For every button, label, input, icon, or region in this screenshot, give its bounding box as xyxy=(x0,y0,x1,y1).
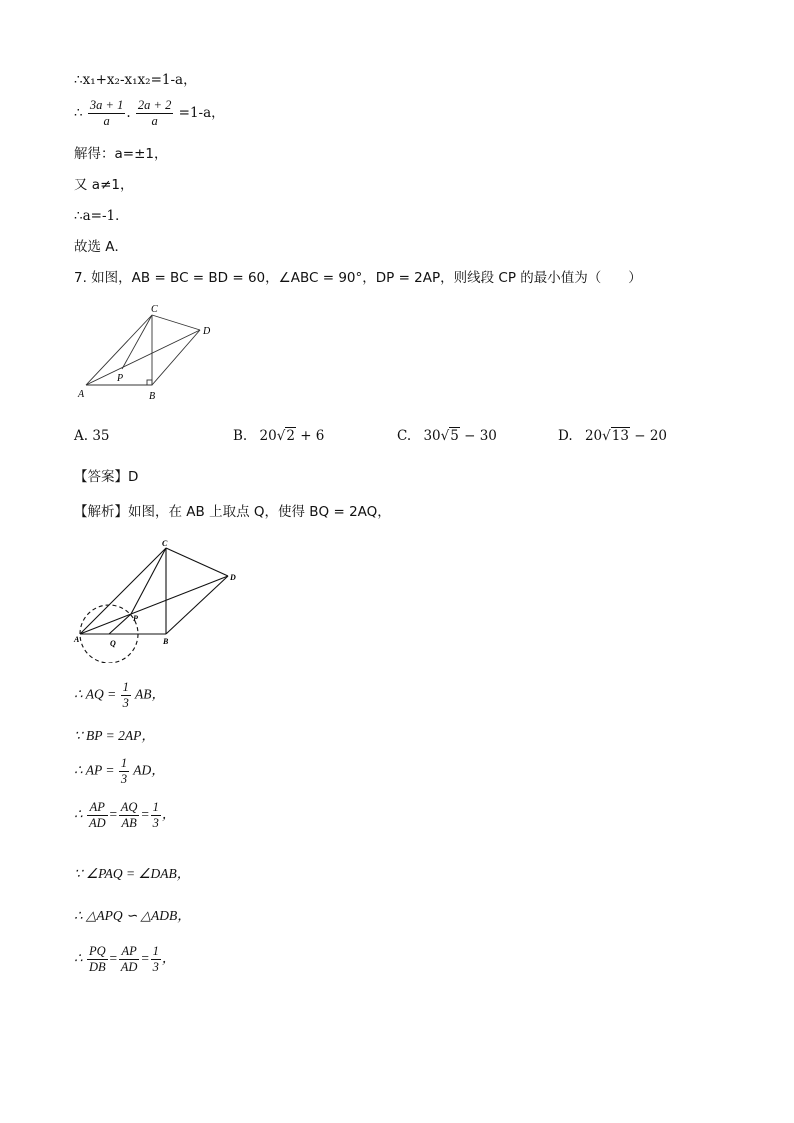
step-4-f2-denominator: AB xyxy=(121,816,137,830)
option-d: D. 20√13 − 20 xyxy=(558,428,667,444)
label-p: P xyxy=(133,614,138,623)
option-d-coef: 20 xyxy=(584,428,603,444)
step-4-f1-numerator: AP xyxy=(87,800,108,816)
option-a: A. 35 xyxy=(74,428,110,444)
option-c-radicand: 5 xyxy=(450,428,459,444)
therefore-symbol: ∴ xyxy=(74,105,87,121)
answer-line: 【答案】D xyxy=(74,469,139,485)
option-b-label: B. xyxy=(233,428,248,444)
step-3-rhs: AD， xyxy=(133,762,165,778)
option-b-coef: 20 xyxy=(259,428,277,444)
step-4-therefore: ∴ xyxy=(74,806,83,822)
question-7-text: 7. 如图，AB = BC = BD = 60，∠ABC = 90°，DP = 2AP，则线段 CP 的最小值为（ ） xyxy=(74,270,642,286)
option-d-radicand: 13 xyxy=(611,428,629,444)
step-1-fraction xyxy=(121,680,131,711)
step-4-comma: ， xyxy=(161,806,176,822)
option-d-rest: − 20 xyxy=(629,428,667,444)
step-3-denominator: 3 xyxy=(120,772,128,786)
step-4-fraction-3 xyxy=(151,800,161,831)
step-7-therefore: ∴ xyxy=(74,950,83,966)
analysis-step-6: ∴ △APQ ∽ △ADB， xyxy=(74,908,191,923)
step-3-lhs: ∴ AP = xyxy=(74,762,115,778)
option-c: C. 30√5 − 30 xyxy=(397,428,497,444)
analysis-intro: 【解析】如图，在 AB 上取点 Q，使得 BQ = 2AQ， xyxy=(74,504,391,520)
step-7-f3-numerator: 1 xyxy=(152,944,159,958)
label-c: C xyxy=(162,539,168,548)
analysis-step-7: ∴ $\frac{PQ}{DB}$ = $\frac{AP}{AD}$ = $\frac{1}{3}$ ， xyxy=(74,944,176,974)
segment-pq xyxy=(109,614,131,634)
solution-line-2: ∴ $\frac{3a + 1}{a}$ . $\frac{2a + 2}{a}$ =1-a， xyxy=(74,98,225,128)
step-7-fraction-2 xyxy=(119,944,140,975)
step-7-f3-denominator: 3 xyxy=(152,960,159,974)
option-c-rest: − 30 xyxy=(459,428,497,444)
solution-line-5: ∴a=-1． xyxy=(74,208,129,224)
solution-line-6: 故选 A． xyxy=(74,239,129,255)
solution-line-1: ∴x₁+x₂-x₁x₂=1-a， xyxy=(74,72,197,88)
option-c-label: C. xyxy=(397,428,412,444)
label-c: C xyxy=(151,304,158,315)
label-p: P xyxy=(117,373,124,384)
step-4-f3-numerator: 1 xyxy=(152,800,159,814)
label-d: D xyxy=(203,326,211,337)
step-7-fraction-1 xyxy=(87,944,108,975)
step-7-f1-numerator: PQ xyxy=(88,944,106,958)
segment-bd xyxy=(166,576,228,634)
label-q: Q xyxy=(110,639,116,648)
option-d-label: D. xyxy=(558,428,573,444)
label-b: B xyxy=(163,637,169,646)
step-1-lhs: ∴ AQ = xyxy=(74,686,117,702)
step-4-f1-denominator: AD xyxy=(88,816,106,830)
label-d: D xyxy=(230,573,236,582)
step-1-numerator: 1 xyxy=(122,680,129,694)
step-4-fraction-1 xyxy=(87,800,108,831)
step-1-denominator: 3 xyxy=(122,696,129,710)
fraction-1-denominator: a xyxy=(103,114,110,128)
option-b: B. 20√2 + 6 xyxy=(233,428,325,444)
right-angle-mark xyxy=(147,380,152,385)
solution-line-3: 解得：a=±1， xyxy=(74,146,168,162)
fraction-2-denominator: a xyxy=(151,114,158,128)
fraction-1 xyxy=(88,98,125,129)
label-a: A xyxy=(74,635,80,644)
fraction-2 xyxy=(136,98,173,129)
segment-cp xyxy=(131,548,166,614)
segment-ad xyxy=(80,576,228,634)
step-3-fraction xyxy=(119,756,129,787)
solution-line-4: 又 a≠1， xyxy=(74,177,134,193)
step-4-f3-denominator: 3 xyxy=(152,816,159,830)
figure-1 xyxy=(70,298,230,408)
step-3-numerator: 1 xyxy=(120,756,128,770)
step-7-comma: ， xyxy=(161,950,176,966)
fraction-2-numerator: 2a + 2 xyxy=(137,98,172,112)
segment-cd xyxy=(166,548,228,576)
option-b-rest: + 6 xyxy=(295,428,325,444)
label-b: B xyxy=(149,391,156,402)
fraction-1-numerator: 3a + 1 xyxy=(89,98,124,112)
analysis-step-4: ∴ $\frac{AP}{AD}$ = $\frac{AQ}{AB}$ = $\frac{1}{3}$ ， xyxy=(74,800,176,830)
segment-cd xyxy=(152,315,200,330)
equation-rhs: =1-a， xyxy=(178,105,225,121)
step-7-f1-denominator: DB xyxy=(88,960,106,974)
analysis-step-1 xyxy=(74,680,165,711)
analysis-step-5: ∵ ∠PAQ = ∠DAB， xyxy=(74,866,191,881)
segment-bd xyxy=(152,330,200,385)
step-4-fraction-2 xyxy=(119,800,140,831)
step-4-f2-numerator: AQ xyxy=(120,800,138,814)
label-a: A xyxy=(78,389,85,400)
step-7-fraction-3 xyxy=(151,944,161,975)
analysis-step-2: ∵ BP = 2AP， xyxy=(74,728,155,743)
step-7-f2-numerator: AP xyxy=(119,944,140,960)
option-c-coef: 30 xyxy=(423,428,441,444)
figure-2 xyxy=(70,538,245,663)
step-7-f2-denominator: AD xyxy=(120,960,138,974)
step-1-rhs: AB， xyxy=(134,686,165,702)
segment-ad xyxy=(86,330,200,385)
option-b-radicand: 2 xyxy=(286,428,295,444)
analysis-step-3 xyxy=(74,756,165,787)
